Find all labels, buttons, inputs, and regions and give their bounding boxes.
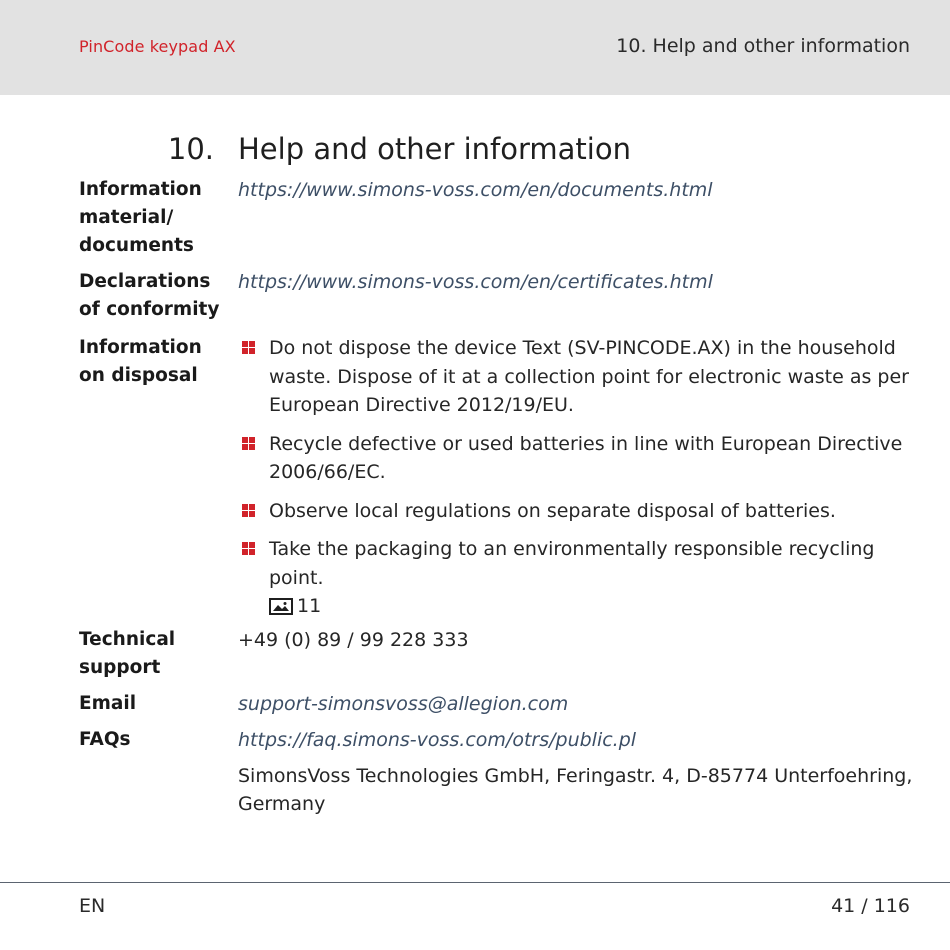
image-icon [269,598,293,615]
list-item: Observe local regulations on separate disposal of batteries. [238,497,918,526]
support-email-link[interactable]: support-simonsvoss@allegion.com [238,693,569,715]
page-number: 41 / 116 [831,895,910,917]
company-address: SimonsVoss Technologies GmbH, Feringastr. 4, D-85774 Unterfoehring, Germany [238,765,913,815]
figure-reference[interactable] [269,592,321,621]
red-square-bullet-icon [242,504,255,517]
list-item: Recycle defective or used batteries in line with European Directive 2006/66/EC. [238,430,918,487]
footer-divider [0,882,950,883]
figure-number: 11 [297,595,322,617]
chapter-title: Help and other information [238,132,631,166]
chapter-number: 10. [167,132,214,166]
header-section-title: 10. Help and other information [616,35,910,57]
label-disposal: Information on disposal [79,337,202,386]
red-square-bullet-icon [242,437,255,450]
red-square-bullet-icon [242,542,255,555]
label-faqs: FAQs [79,729,131,750]
support-phone: +49 (0) 89 / 99 228 333 [238,629,469,651]
list-item: Take the packaging to an environmentally responsible recycling point. 11 [238,535,918,623]
label-support: Technical support [79,629,176,678]
label-conformity: Declarations of conformity [79,271,220,320]
faq-link[interactable]: https://faq.simons-voss.com/otrs/public.pl [238,729,637,751]
page-header [0,0,950,95]
label-documents: Information material/ documents [79,179,202,256]
product-name: PinCode keypad AX [79,37,236,56]
footer-language: EN [79,895,106,917]
list-item: Do not dispose the device Text (SV-PINCODE.AX) in the household waste. Dispose of it at a collection point for electronic waste as per European Directive 2012/19/EU. [238,334,918,420]
disposal-list [238,334,918,623]
documents-link[interactable]: https://www.simons-voss.com/en/documents.html [238,179,713,201]
red-square-bullet-icon [242,341,255,354]
label-email: Email [79,693,137,714]
certificates-link[interactable]: https://www.simons-voss.com/en/certificates.html [238,271,713,293]
